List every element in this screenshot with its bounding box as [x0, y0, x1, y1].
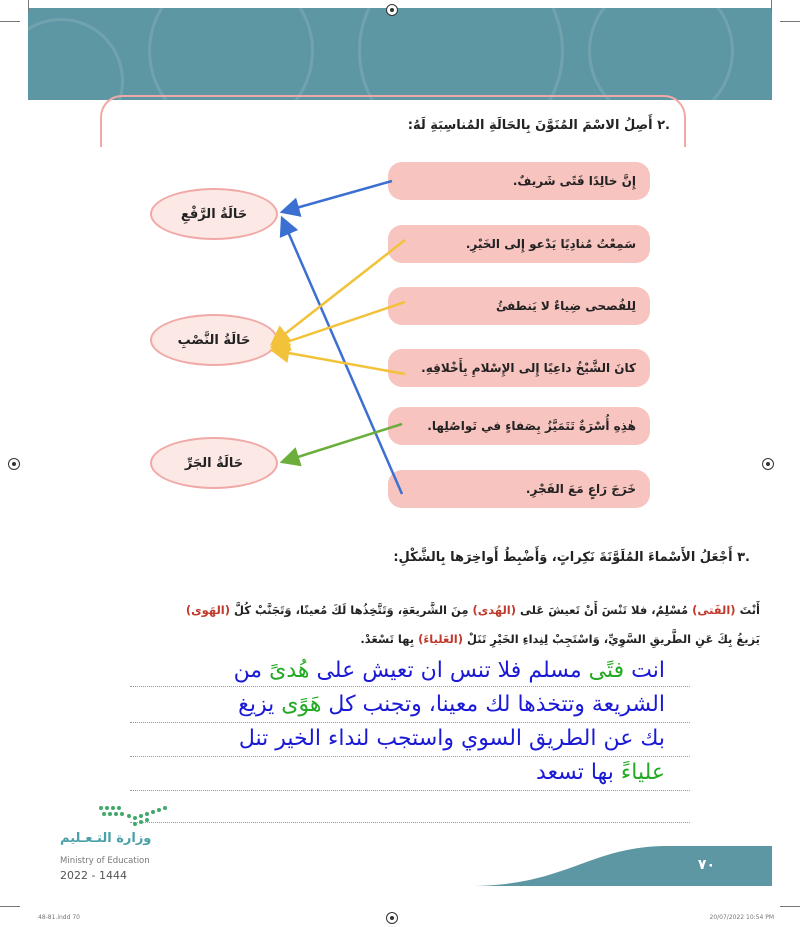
handwritten-line-1 [105, 654, 665, 687]
text-segment: بِها تَسْعَدْ. [360, 632, 419, 646]
sentence-text: كانَ الشَّيْخُ داعِيًا إِلى الإِسْلامِ بِأَخْلاقِهِ. [421, 361, 636, 375]
text-segment: انت [624, 658, 665, 683]
text-segment: مِنَ الشَّريعَةِ، وَتَتَّخِذُها لَكَ مُعينًا، وَتَجَنَّبْ كُلَّ [230, 603, 473, 617]
passage-line-2 [40, 625, 760, 653]
file-slug: 48-81.indd 70 [38, 914, 80, 921]
footer-band [28, 846, 772, 886]
question-3-text: أَجْعَلُ الأَسْماءَ المُلَوَّنَةَ نَكِراتٍ، وَأَضْبِطُ أَواخِرَها بِالشَّكْلِ: [393, 550, 733, 565]
question-3 [393, 550, 750, 565]
answer-noun: هُدىً [269, 658, 310, 683]
question-2-number: .٢ [657, 118, 670, 133]
question-3-number: .٣ [737, 550, 750, 565]
edition-year: 2022 - 1444 [60, 869, 127, 882]
ministry-name-en: Ministry of Education [60, 856, 150, 866]
arrow-yellow [272, 350, 405, 374]
handwritten-line-2 [105, 688, 665, 721]
colored-noun: (العَلياءَ) [418, 632, 463, 646]
arrow-blue [282, 181, 392, 212]
question-2-text: أَصِلُ الاسْمَ المُنَوَّنَ بِالحَالَةِ المُناسِبَةِ لَهُ: [407, 118, 653, 133]
text-segment: مسلم فلا تنس ان تعيش على [309, 658, 589, 683]
ministry-logo-icon [95, 802, 175, 828]
colored-noun: (الهَوى) [185, 603, 230, 617]
page-number: ٧٠ [697, 857, 715, 873]
sentence-text: سَمِعْتُ مُنادِيًا يَدْعو إِلى الخَيْرِ. [465, 237, 636, 251]
ministry-name-ar: وزارة التـعـليم [60, 831, 152, 846]
sentence-text: لِلفُصحى ضِياءٌ لا يَنطفئُ [496, 299, 636, 313]
case-label: حَالَةُ النَّصْبِ [177, 332, 251, 348]
text-segment: الشريعة وتتخذها لك معينا، وتجنب كل [321, 692, 665, 717]
text-segment: من [233, 658, 270, 683]
text-segment: مُسْلِمٌ، فلا تَنْسَ أَنْ تَعيشَ عَلى [516, 603, 693, 617]
text-segment: يَزيغُ بِكَ عَنِ الطَّريقِ السَّوِيِّ، وَاسْتَجِبْ لِنِداءِ الخَيْرِ تَنَلْ [463, 632, 760, 646]
answer-noun: هَوًى [281, 692, 322, 717]
colored-noun: (الهُدى) [472, 603, 516, 617]
sentence-text: إِنَّ خالِدًا فَتًى شَريفٌ. [512, 174, 636, 188]
answer-line [130, 822, 690, 823]
text-segment: أَنْتَ [735, 603, 760, 617]
case-label: حَالَةُ الرَّفْعِ [180, 206, 248, 222]
handwritten-line-4 [105, 756, 665, 789]
case-label: حَالَةُ الجَرِّ [184, 455, 244, 471]
passage-line-1 [40, 596, 760, 624]
text-segment: بها تسعد [536, 760, 621, 785]
answer-noun: علياءً [620, 760, 665, 785]
sentence-text: هٰذِهِ أُسْرَةٌ تَتَمَيَّزُ بِصَفاءٍ في تَواصُلِها. [427, 419, 636, 433]
text-segment: بك عن الطريق السوي واستجب لنداء الخير تنل [238, 726, 665, 751]
colored-noun: (الفَتى) [692, 603, 736, 617]
text-segment: يزيغ [238, 692, 282, 717]
arrow-yellow [272, 240, 405, 344]
answer-line [130, 790, 690, 791]
arrow-green [282, 424, 402, 462]
sentence-text: خَرَجَ رَاعٍ مَعَ الفَجْرِ. [525, 482, 636, 496]
print-timestamp: 20/07/2022 10:54 PM [709, 914, 774, 921]
answer-noun: فتًى [588, 658, 625, 683]
arrow-yellow [272, 302, 405, 347]
handwritten-line-3 [105, 722, 665, 755]
